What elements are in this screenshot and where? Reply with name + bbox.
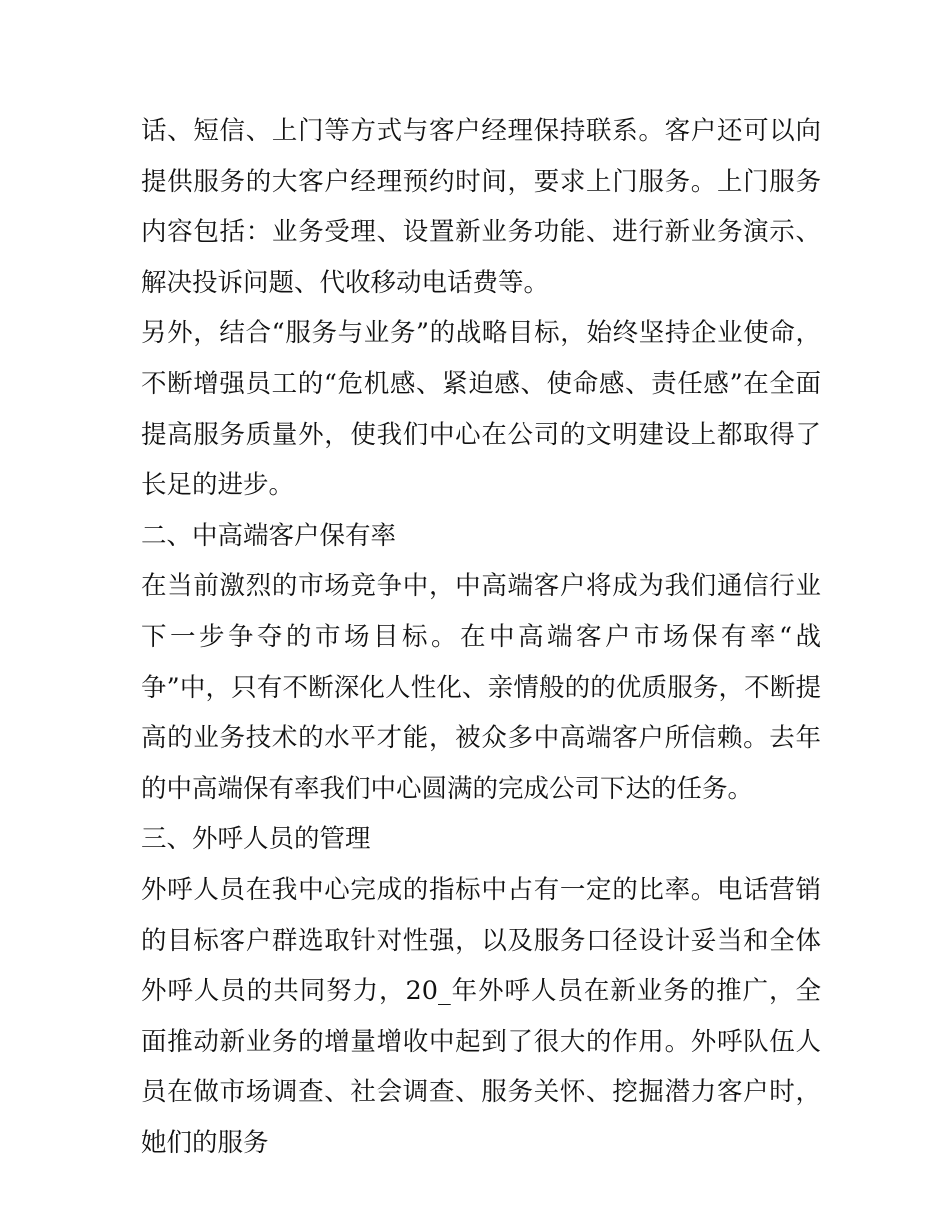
paragraph-retention: 在当前激烈的市场竞争中，中高端客户将成为我们通信行业下一步争夺的市场目标。在中高端客户市场保有率“战争”中，只有不断深化人性化、亲情般的的优质服务，不断提高的业务技术的水平才能，被众多中高端客户所信赖。去年的中高端保有率我们中心圆满的完成公司下达的任务。 <box>141 571 821 804</box>
section-heading-retention: 二、中高端客户保有率 <box>141 520 397 551</box>
document-page <box>141 106 821 1168</box>
paragraph-contact-methods: 话、短信、上门等方式与客户经理保持联系。客户还可以向提供服务的大客户经理预约时间，要求上门服务。上门服务内容包括：业务受理、设置新业务功能、进行新业务演示、解决投诉问题、代收移动电话费等。 <box>141 116 821 298</box>
section-heading-outbound: 三、外呼人员的管理 <box>141 824 371 855</box>
paragraph-outbound: 外呼人员在我中心完成的指标中占有一定的比率。电话营销的目标客户群选取针对性强，以及服务口径设计妥当和全体外呼人员的共同努力，20_年外呼人员在新业务的推广，全面推动新业务的增量增收中起到了很大的作用。外呼队伍人员在做市场调查、社会调查、服务关怀、挖掘潜力客户时，她们的服务 <box>141 874 821 1158</box>
paragraph-strategy: 另外，结合“服务与业务”的战略目标，始终坚持企业使命，不断增强员工的“危机感、紧迫感、使命感、责任感”在全面提高服务质量外，使我们中心在公司的文明建设上都取得了长足的进步。 <box>141 318 821 501</box>
